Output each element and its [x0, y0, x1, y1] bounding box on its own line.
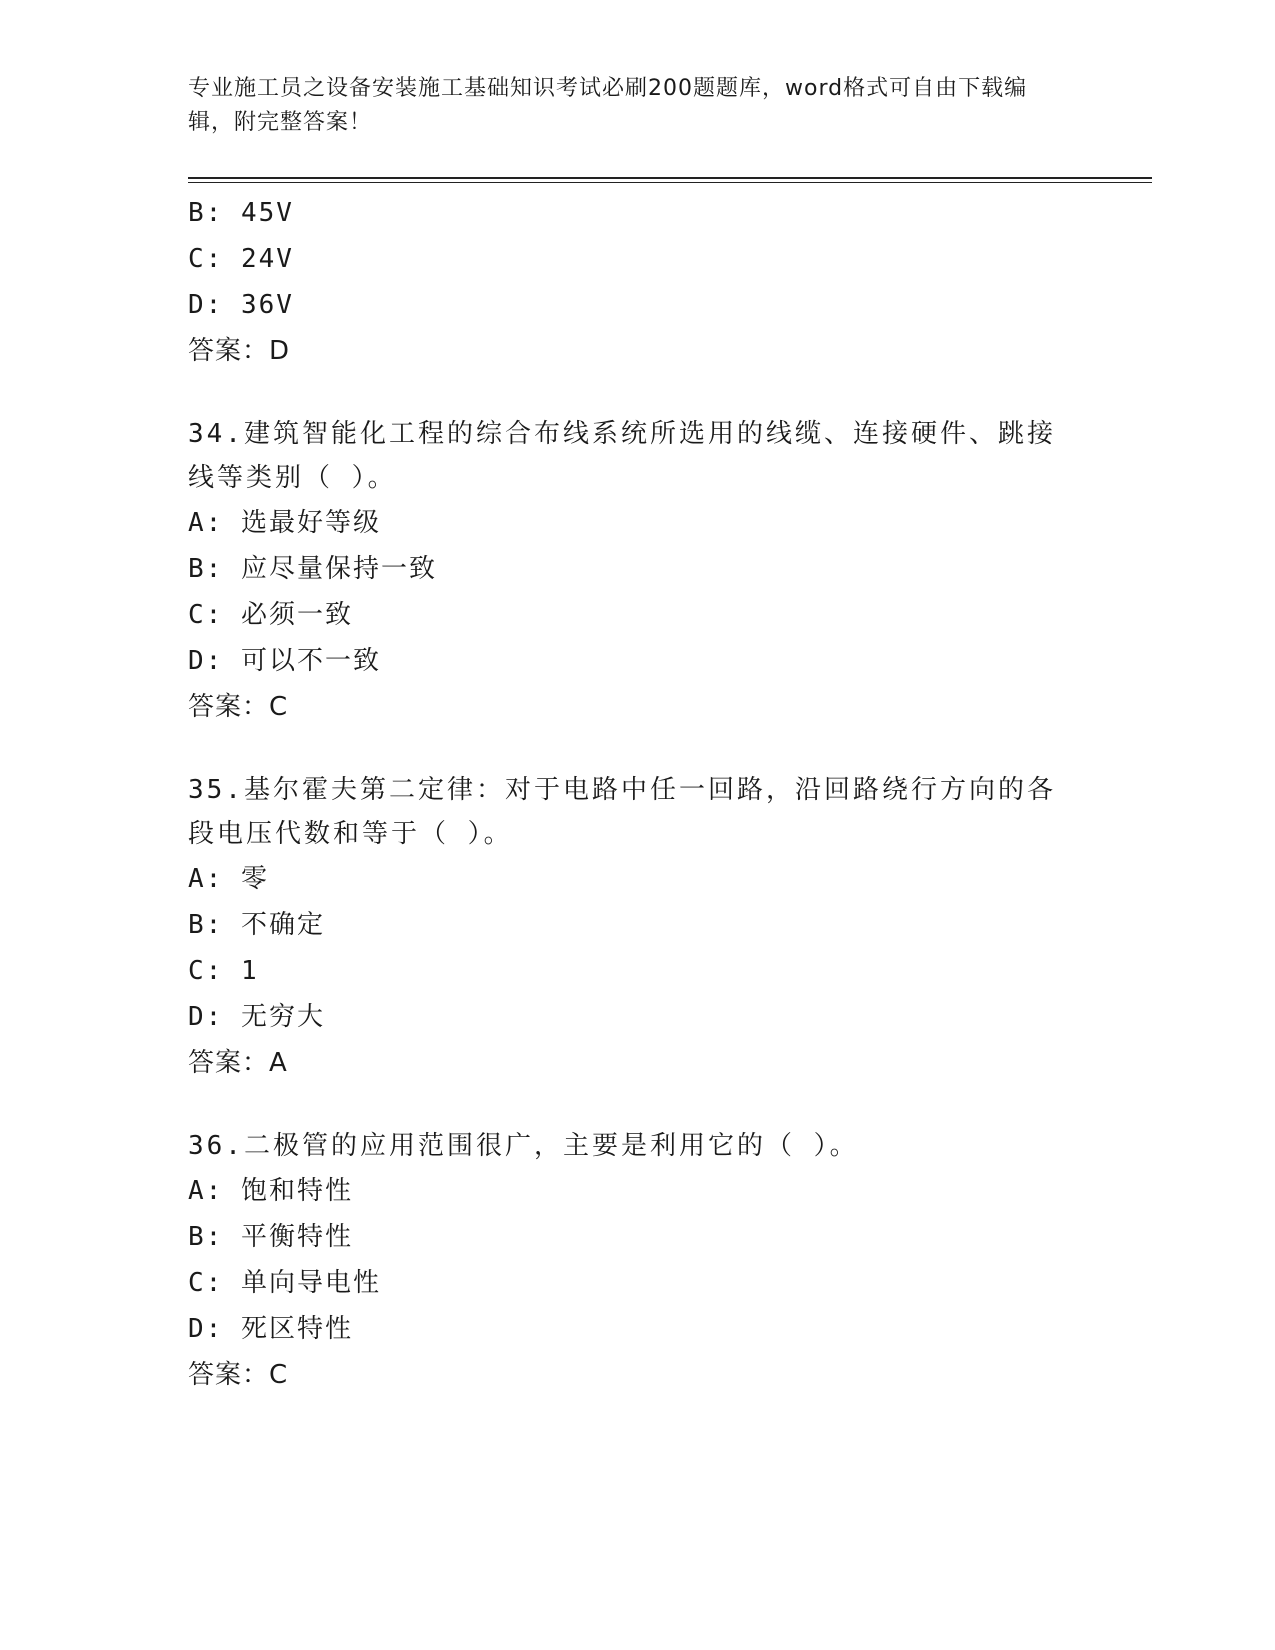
question-33-tail [188, 190, 1088, 374]
option-c: C: 必须一致 [188, 600, 353, 630]
question-36 [188, 1124, 1088, 1398]
question-stem: 34.建筑智能化工程的综合布线系统所选用的线缆、连接硬件、跳接线等类别（ ）。 [188, 419, 1056, 493]
header-title: 专业施工员之设备安装施工基础知识考试必刷200题题库，word格式可自由下载编辑，附完整答案！ [188, 76, 1028, 135]
option-c: C: 1 [188, 956, 259, 986]
header-divider-thin [188, 182, 1152, 183]
document-header [188, 72, 1068, 140]
answer-line: 答案：A [188, 1048, 288, 1078]
option-c: C: 单向导电性 [188, 1268, 381, 1298]
option-b: B: 不确定 [188, 910, 325, 940]
option-b: B: 平衡特性 [188, 1222, 353, 1252]
question-34 [188, 412, 1088, 730]
question-stem: 35.基尔霍夫第二定律：对于电路中任一回路，沿回路绕行方向的各段电压代数和等于（ ）。 [188, 775, 1056, 849]
option-d: D: 可以不一致 [188, 646, 381, 676]
question-35 [188, 768, 1088, 1086]
answer-line: 答案：C [188, 692, 289, 722]
option-d: D: 无穷大 [188, 1002, 325, 1032]
answer-line: 答案：C [188, 1360, 289, 1390]
option-b: B: 应尽量保持一致 [188, 554, 437, 584]
option-a: A: 饱和特性 [188, 1176, 353, 1206]
option-d: D: 36V [188, 290, 294, 320]
option-d: D: 死区特性 [188, 1314, 353, 1344]
answer-line: 答案：D [188, 336, 291, 366]
question-content [188, 190, 1088, 1398]
option-c: C: 24V [188, 244, 294, 274]
header-divider-thick [188, 177, 1152, 179]
option-a: A: 选最好等级 [188, 508, 381, 538]
option-b: B: 45V [188, 198, 294, 228]
question-stem: 36.二极管的应用范围很广，主要是利用它的（ ）。 [188, 1131, 859, 1161]
option-a: A: 零 [188, 864, 269, 894]
